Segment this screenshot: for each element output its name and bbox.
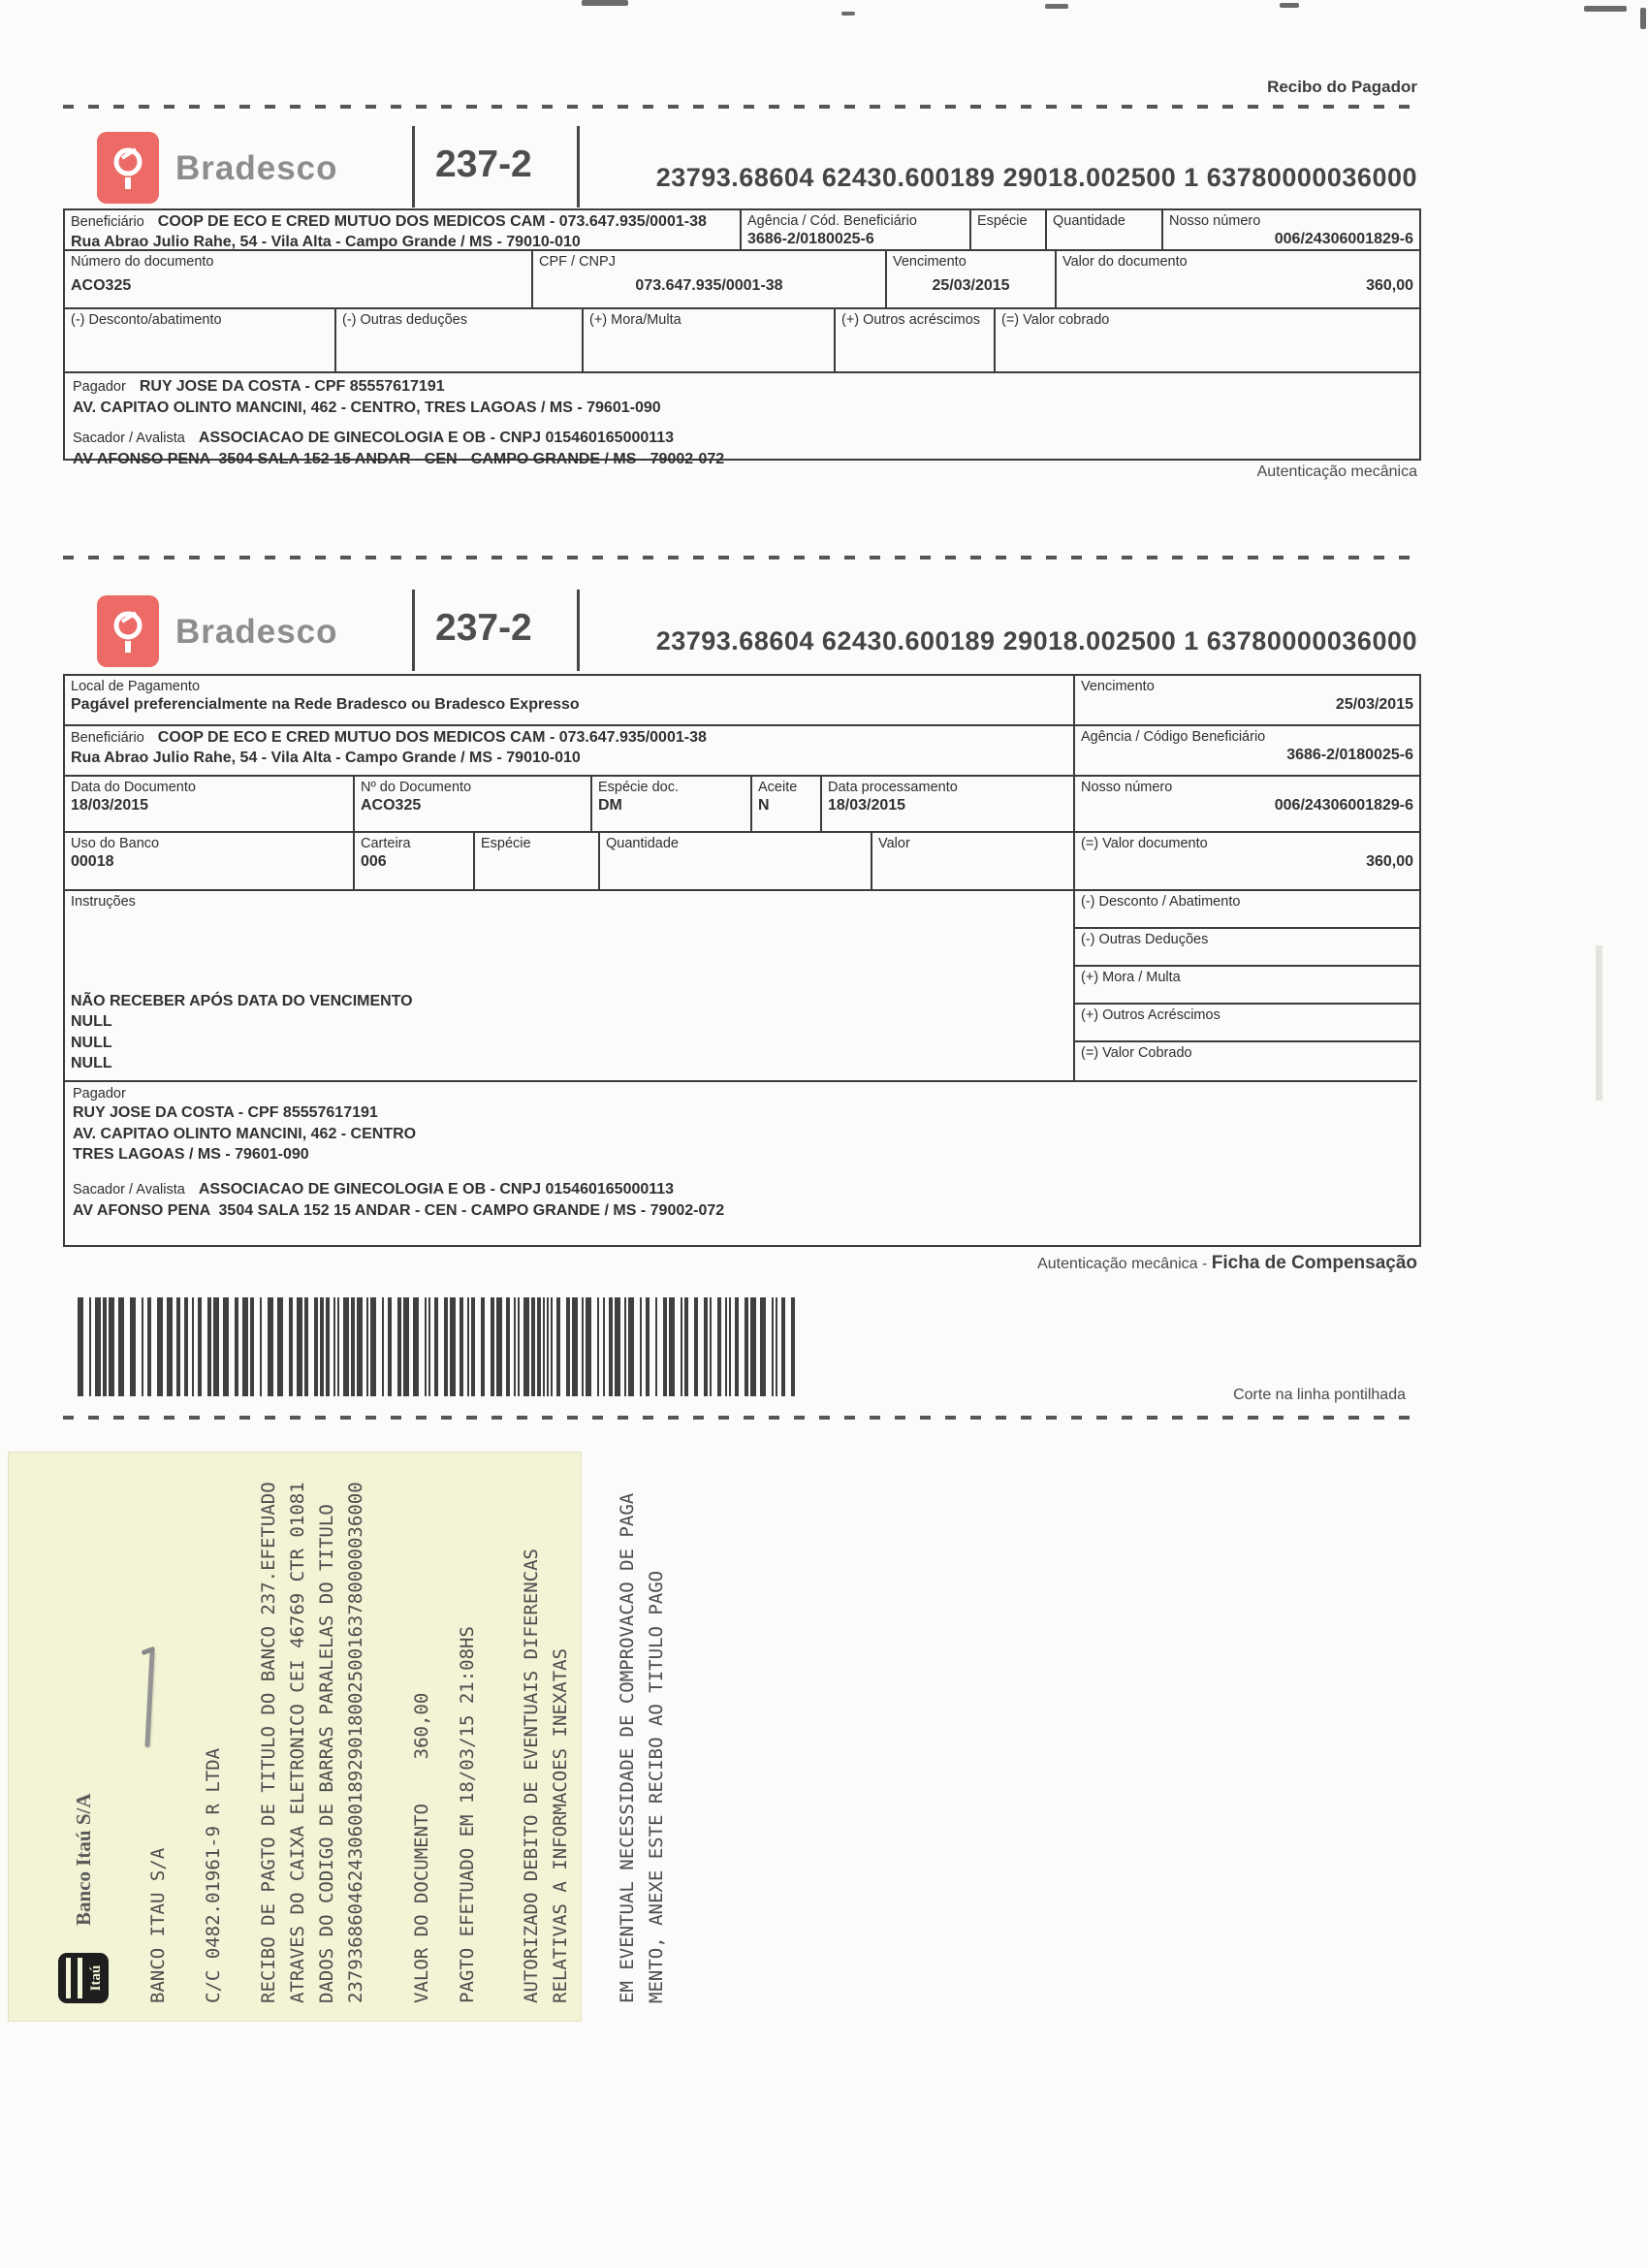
ficha-outras-deducoes-cell bbox=[1075, 929, 1419, 967]
instrucao-line: NULL bbox=[71, 1034, 112, 1051]
data-documento-value: 18/03/2015 bbox=[71, 797, 149, 815]
corte-linha-label: Corte na linha pontilhada bbox=[1233, 1387, 1406, 1403]
valor-cobrado-label: (=) Valor Cobrado bbox=[1081, 1045, 1192, 1061]
pagador-address-2: TRES LAGOAS / MS - 79601-090 bbox=[73, 1146, 309, 1164]
beneficiario-label: Beneficiário bbox=[71, 730, 144, 746]
scan-artifact bbox=[1596, 945, 1602, 1101]
ficha-especie-cell bbox=[475, 833, 600, 889]
digitable-line: 23793.68604 62430.600189 29018.002500 1 63780000036000 bbox=[655, 626, 1417, 655]
pagador-address: AV. CAPITAO OLINTO MANCINI, 462 - CENTRO, TRES LAGOAS / MS - 79601-090 bbox=[73, 399, 661, 416]
receipt-line-autorizado-2: RELATIVAS A INFORMACOES INEXATAS bbox=[550, 1647, 571, 2003]
barcode bbox=[78, 1297, 841, 1396]
desconto-label: (-) Desconto / Abatimento bbox=[1081, 894, 1241, 910]
header-divider bbox=[412, 126, 415, 208]
ficha-compensacao-label: Ficha de Compensação bbox=[1211, 1253, 1417, 1273]
cpf-cnpj-value: 073.647.935/0001-38 bbox=[635, 277, 783, 295]
outros-acrescimos-label: (+) Outros acréscimos bbox=[841, 312, 981, 328]
cpf-cnpj-label: CPF / CNPJ bbox=[539, 254, 616, 270]
autenticacao-mecanica-label: Autenticação mecânica bbox=[1256, 463, 1417, 480]
agencia-label: Agência / Cód. Beneficiário bbox=[747, 213, 917, 229]
carteira-value: 006 bbox=[361, 853, 387, 871]
receipt-line-recibo: RECIBO DE PAGTO DE TITULO DO BANCO 237.EFETUADO bbox=[258, 1482, 279, 2003]
instrucoes-label: Instruções bbox=[71, 894, 136, 910]
vencimento-value: 25/03/2015 bbox=[1335, 696, 1413, 714]
recibo-pagador-block bbox=[65, 373, 1419, 467]
cpf-cnpj-cell bbox=[533, 251, 887, 307]
beneficiario-value: COOP DE ECO E CRED MUTUO DOS MEDICOS CAM - 073.647.935/0001-38 bbox=[157, 213, 707, 230]
header-divider bbox=[577, 126, 580, 208]
pagador-label: Pagador bbox=[73, 1086, 126, 1102]
sacador-label: Sacador / Avalista bbox=[73, 1181, 185, 1198]
cut-line-top bbox=[63, 105, 1417, 109]
numero-documento-cell bbox=[65, 251, 533, 307]
receipt-line-comprovacao-2: MENTO, ANEXE ESTE RECIBO AO TITULO PAGO bbox=[646, 1570, 667, 2003]
uso-banco-label: Uso do Banco bbox=[71, 836, 160, 851]
instrucao-line: NULL bbox=[71, 1055, 112, 1072]
quantidade-label: Quantidade bbox=[606, 836, 679, 851]
especie-doc-value: DM bbox=[598, 797, 622, 815]
cut-line-bottom bbox=[63, 1416, 1417, 1420]
especie-doc-cell bbox=[592, 777, 752, 831]
valor-documento-label: (=) Valor documento bbox=[1081, 836, 1208, 851]
valor-documento-label: Valor do documento bbox=[1062, 254, 1188, 270]
valor-documento-value: 360,00 bbox=[1366, 853, 1413, 871]
instrucao-line: NÃO RECEBER APÓS DATA DO VENCIMENTO bbox=[71, 992, 413, 1009]
nosso-numero-label: Nosso número bbox=[1169, 213, 1261, 229]
scan-artifact bbox=[582, 0, 628, 6]
ficha-nosso-numero-cell bbox=[1075, 777, 1419, 833]
nosso-numero-value: 006/24306001829-6 bbox=[1274, 797, 1413, 815]
ficha-numero-documento-cell bbox=[355, 777, 592, 831]
especie-label: Espécie bbox=[481, 836, 531, 851]
especie-doc-label: Espécie doc. bbox=[598, 780, 680, 795]
header-divider bbox=[577, 590, 580, 671]
beneficiario-label: Beneficiário bbox=[71, 214, 144, 230]
agencia-cell bbox=[742, 210, 971, 249]
data-processamento-label: Data processamento bbox=[828, 780, 958, 795]
aceite-value: N bbox=[758, 797, 770, 815]
scan-artifact bbox=[1584, 6, 1627, 12]
receipt-line-bank: BANCO ITAU S/A bbox=[147, 1847, 169, 2003]
recibo-do-pagador-label: Recibo do Pagador bbox=[1267, 78, 1417, 96]
bank-code: 237-2 bbox=[435, 607, 532, 649]
receipt-line-autorizado-1: AUTORIZADO DEBITO DE EVENTUAIS DIFERENCAS bbox=[521, 1549, 542, 2003]
numero-documento-value: ACO325 bbox=[361, 797, 422, 815]
ficha-right-column bbox=[1073, 676, 1419, 1080]
ficha-desconto-cell bbox=[1075, 891, 1419, 929]
valor-documento-cell bbox=[1057, 251, 1419, 307]
receipt-line-dados: DADOS DO CODIGO DE BARRAS PARALELAS DO TITULO bbox=[316, 1504, 337, 2003]
data-processamento-cell bbox=[822, 777, 1073, 831]
data-documento-cell bbox=[65, 777, 355, 831]
outras-deducoes-cell bbox=[336, 309, 584, 371]
local-pagamento-value: Pagável preferencialmente na Rede Bradesco ou Bradesco Expresso bbox=[71, 696, 580, 714]
valor-cobrado-cell bbox=[996, 309, 1419, 371]
beneficiario-value: COOP DE ECO E CRED MUTUO DOS MEDICOS CAM - 073.647.935/0001-38 bbox=[157, 729, 707, 746]
itau-logo-icon: Itaú bbox=[58, 1953, 109, 2003]
beneficiario-cell bbox=[65, 210, 742, 249]
especie-label: Espécie bbox=[977, 213, 1028, 229]
aceite-cell bbox=[752, 777, 822, 831]
ficha-pagador-block bbox=[65, 1080, 1417, 1245]
ficha-valor-cobrado-cell bbox=[1075, 1042, 1419, 1078]
bank-code: 237-2 bbox=[435, 144, 532, 185]
sacador-address: AV AFONSO PENA 3504 SALA 152 15 ANDAR - CEN - CAMPO GRANDE / MS - 79002-072 bbox=[73, 1201, 725, 1219]
ficha-outros-acrescimos-cell bbox=[1075, 1005, 1419, 1042]
instrucao-line: NULL bbox=[71, 1013, 112, 1031]
sacador-label: Sacador / Avalista bbox=[73, 431, 185, 447]
sacador-name: ASSOCIACAO DE GINECOLOGIA E OB - CNPJ 015460165000113 bbox=[198, 1180, 675, 1198]
receipt-bank-serif: Banco Itaú S/A bbox=[72, 1793, 95, 1926]
outras-deducoes-label: (-) Outras deduções bbox=[342, 312, 467, 328]
bank-name: Bradesco bbox=[175, 149, 338, 187]
receipt-line-atraves: ATRAVES DO CAIXA ELETRONICO CEI 46769 CTR 01081 bbox=[287, 1482, 308, 2003]
local-pagamento-label: Local de Pagamento bbox=[71, 679, 201, 694]
mora-multa-label: (+) Mora / Multa bbox=[1081, 970, 1181, 985]
especie-cell bbox=[971, 210, 1047, 249]
scan-artifact bbox=[1045, 4, 1068, 9]
receipt-line-pagto: PAGTO EFETUADO EM 18/03/15 21:08HS bbox=[457, 1626, 478, 2003]
valor-documento-value: 360,00 bbox=[1366, 277, 1413, 295]
digitable-line: 23793.68604 62430.600189 29018.002500 1 63780000036000 bbox=[655, 163, 1417, 192]
autenticacao-ficha-label bbox=[872, 1253, 1417, 1274]
beneficiario-address: Rua Abrao Julio Rahe, 54 - Vila Alta - Campo Grande / MS - 79010-010 bbox=[71, 749, 581, 766]
autenticacao-mecanica-label: Autenticação mecânica - bbox=[1037, 1256, 1212, 1272]
ficha-left-column bbox=[65, 676, 1073, 1080]
ficha-vencimento-cell bbox=[1075, 676, 1419, 726]
vencimento-cell bbox=[887, 251, 1057, 307]
uso-banco-value: 00018 bbox=[71, 853, 114, 871]
numero-documento-label: Número do documento bbox=[71, 254, 214, 270]
outros-acrescimos-label: (+) Outros Acréscimos bbox=[1081, 1007, 1220, 1023]
ficha-table bbox=[63, 674, 1421, 1247]
scan-artifact bbox=[841, 12, 855, 16]
mora-multa-cell bbox=[584, 309, 836, 371]
bradesco-logo-icon bbox=[97, 595, 159, 667]
numero-documento-value: ACO325 bbox=[71, 277, 132, 295]
ficha-beneficiario-cell bbox=[65, 726, 1073, 777]
recibo-section bbox=[63, 78, 1417, 109]
pagador-name: RUY JOSE DA COSTA - CPF 85557617191 bbox=[73, 1104, 378, 1122]
scan-artifact bbox=[1280, 3, 1299, 8]
valor-cobrado-label: (=) Valor cobrado bbox=[1001, 312, 1110, 328]
receipt-line-codigo: 23793686046243060018929018002500163780000036000 bbox=[345, 1482, 366, 2003]
pagador-name: RUY JOSE DA COSTA - CPF 85557617191 bbox=[139, 378, 445, 395]
recibo-header bbox=[63, 126, 1417, 208]
receipt-rotated-text bbox=[58, 1454, 731, 2003]
quantidade-label: Quantidade bbox=[1053, 213, 1125, 229]
quantidade-cell bbox=[1047, 210, 1163, 249]
carteira-label: Carteira bbox=[361, 836, 411, 851]
agencia-label: Agência / Código Beneficiário bbox=[1081, 729, 1266, 745]
pagador-label: Pagador bbox=[73, 379, 126, 395]
bank-name: Bradesco bbox=[175, 613, 338, 651]
outros-acrescimos-cell bbox=[836, 309, 996, 371]
vencimento-label: Vencimento bbox=[1081, 679, 1155, 694]
desconto-label: (-) Desconto/abatimento bbox=[71, 312, 222, 328]
nosso-numero-value: 006/24306001829-6 bbox=[1274, 231, 1413, 248]
receipt-bank-line bbox=[58, 1454, 112, 2003]
pagador-address-1: AV. CAPITAO OLINTO MANCINI, 462 - CENTRO bbox=[73, 1125, 417, 1142]
vencimento-value: 25/03/2015 bbox=[932, 277, 1010, 295]
vencimento-label: Vencimento bbox=[893, 254, 967, 270]
ficha-header bbox=[63, 590, 1417, 671]
carteira-cell bbox=[355, 833, 475, 889]
ficha-valor-documento-cell bbox=[1075, 833, 1419, 891]
agencia-value: 3686-2/0180025-6 bbox=[1286, 747, 1413, 764]
valor-label: Valor bbox=[878, 836, 910, 851]
desconto-cell bbox=[65, 309, 336, 371]
sacador-address: AV AFONSO PENA 3504 SALA 152 15 ANDAR - CEN - CAMPO GRANDE / MS - 79002-072 bbox=[73, 450, 725, 467]
recibo-table bbox=[63, 208, 1421, 467]
numero-documento-label: Nº do Documento bbox=[361, 780, 472, 795]
ficha-quantidade-cell bbox=[600, 833, 872, 889]
data-processamento-value: 18/03/2015 bbox=[828, 797, 906, 815]
ficha-valor-cell bbox=[872, 833, 1073, 889]
agencia-value: 3686-2/0180025-6 bbox=[747, 231, 874, 248]
header-divider bbox=[412, 590, 415, 671]
receipt-line-comprovacao-1: EM EVENTUAL NECESSIDADE DE COMPROVACAO DE PAGA bbox=[617, 1492, 638, 2003]
nosso-numero-cell bbox=[1163, 210, 1419, 249]
aceite-label: Aceite bbox=[758, 780, 798, 795]
ficha-mora-multa-cell bbox=[1075, 967, 1419, 1005]
bradesco-logo-icon bbox=[97, 132, 159, 204]
data-documento-label: Data do Documento bbox=[71, 780, 196, 795]
cut-line-middle bbox=[63, 556, 1417, 559]
beneficiario-address: Rua Abrao Julio Rahe, 54 - Vila Alta - Campo Grande / MS - 79010-010 bbox=[71, 233, 581, 249]
instrucoes-cell bbox=[65, 891, 1073, 1080]
ficha-agencia-cell bbox=[1075, 726, 1419, 777]
receipt-line-valor: VALOR DO DOCUMENTO 360,00 bbox=[411, 1692, 432, 2003]
uso-banco-cell bbox=[65, 833, 355, 889]
scan-artifact bbox=[1640, 8, 1646, 29]
local-pagamento-cell bbox=[65, 676, 1073, 726]
outras-deducoes-label: (-) Outras Deduções bbox=[1081, 932, 1209, 947]
mora-multa-label: (+) Mora/Multa bbox=[589, 312, 681, 328]
sacador-name: ASSOCIACAO DE GINECOLOGIA E OB - CNPJ 015460165000113 bbox=[198, 430, 675, 447]
nosso-numero-label: Nosso número bbox=[1081, 780, 1173, 795]
receipt-line-account: C/C 0482.01961-9 R LTDA bbox=[203, 1747, 224, 2003]
